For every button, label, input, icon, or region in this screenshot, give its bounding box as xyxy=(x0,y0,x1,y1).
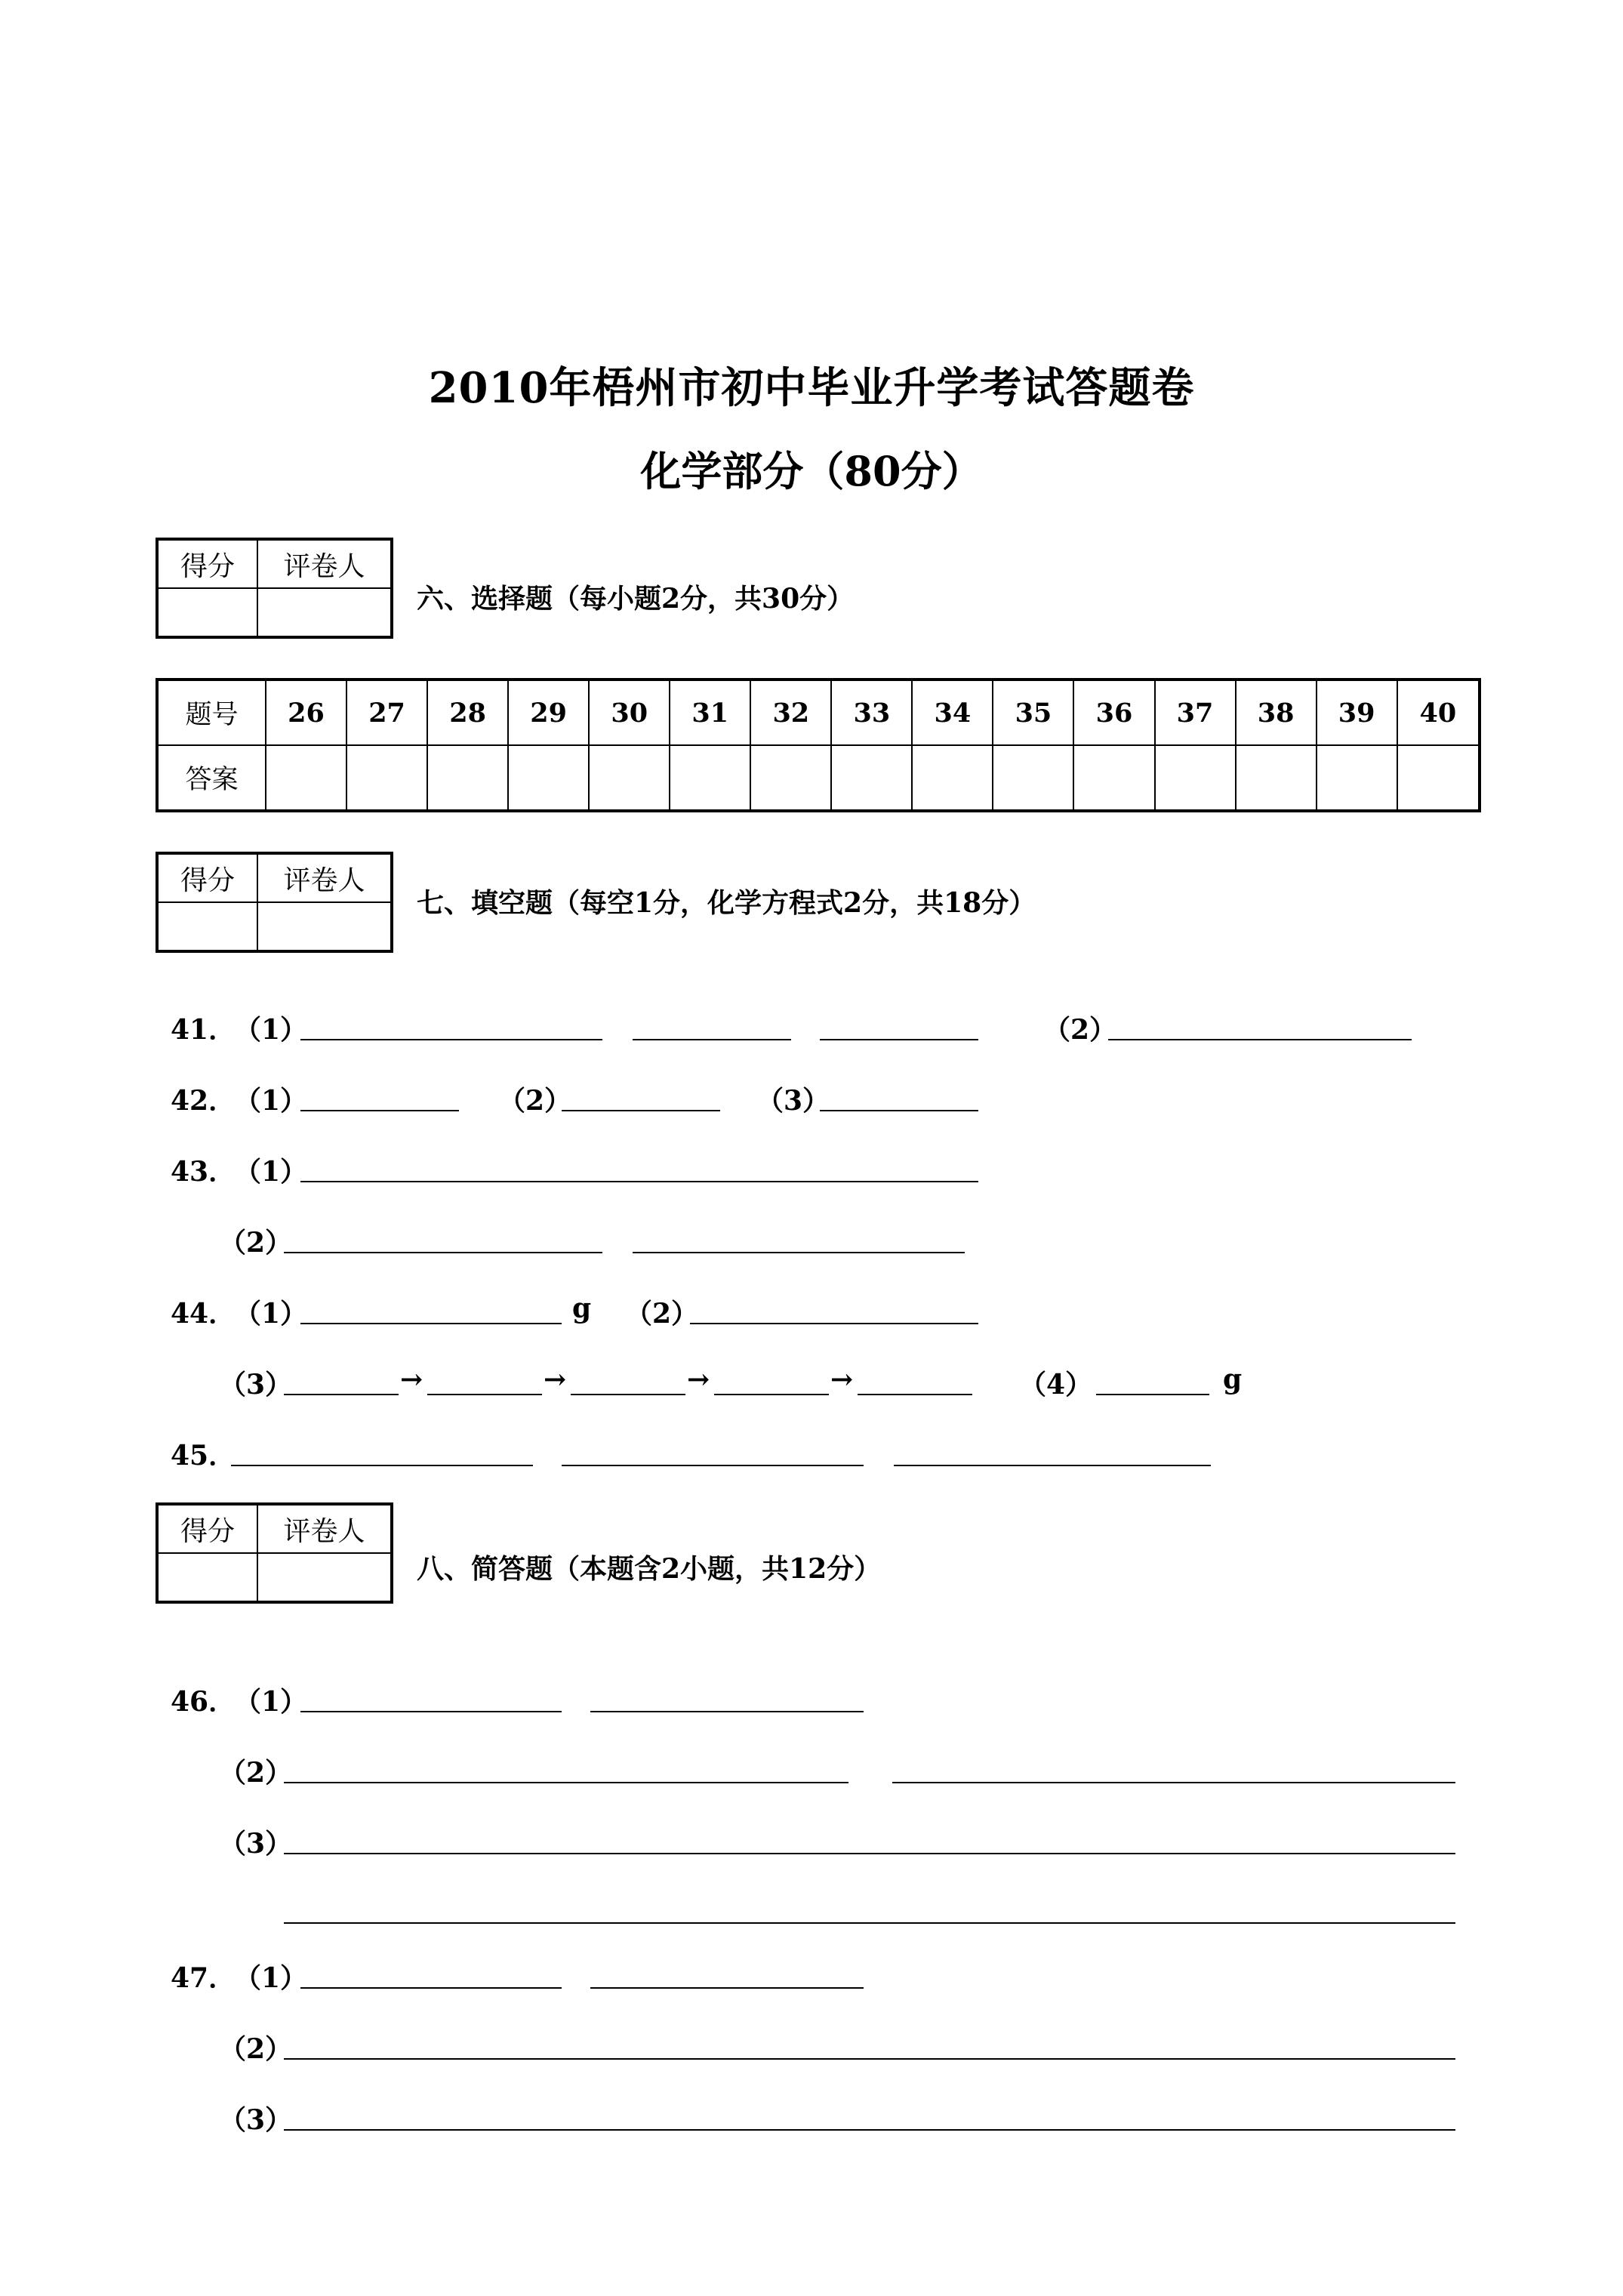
answer-cell[interactable] xyxy=(1073,745,1154,811)
q47-part1-label: （1） xyxy=(234,1962,308,1994)
answer-cell[interactable] xyxy=(912,745,993,811)
score-box-section7 xyxy=(156,852,393,953)
question-46-number: 46． xyxy=(171,1686,236,1718)
section7-heading: 七、填空题（每空1分，化学方程式2分，共18分） xyxy=(417,887,1036,919)
question-number: 38 xyxy=(1236,680,1317,745)
answer-row xyxy=(157,745,1480,811)
answer-cell[interactable] xyxy=(346,745,427,811)
answer-grid xyxy=(156,678,1481,812)
answer-cell[interactable] xyxy=(589,745,670,811)
q47-part2-label: （2） xyxy=(219,2033,293,2065)
q44-unit-4: g xyxy=(1223,1364,1243,1395)
score-label: 得分 xyxy=(157,539,257,588)
score-box-section6 xyxy=(156,538,393,639)
q43-blank-1[interactable] xyxy=(300,1181,978,1182)
q46-blank-3[interactable] xyxy=(284,1782,848,1783)
arrow-icon: → xyxy=(544,1364,567,1395)
q47-blank-2[interactable] xyxy=(590,1987,864,1989)
q44-part4-label: （4） xyxy=(1019,1369,1093,1401)
score-box-section8 xyxy=(156,1502,393,1604)
q43-blank-3[interactable] xyxy=(633,1252,965,1253)
arrow-icon: → xyxy=(400,1364,423,1395)
question-number: 26 xyxy=(266,680,346,745)
answer-cell[interactable] xyxy=(1317,745,1397,811)
score-cell[interactable] xyxy=(157,1553,257,1602)
q44-part2-label: （2） xyxy=(625,1298,699,1330)
q45-blank-3[interactable] xyxy=(894,1465,1211,1466)
answer-cell[interactable] xyxy=(427,745,508,811)
q41-blank-3[interactable] xyxy=(820,1039,978,1040)
score-cell[interactable] xyxy=(157,902,257,951)
question-47-number: 47． xyxy=(171,1962,236,1994)
answer-cell[interactable] xyxy=(750,745,831,811)
q46-part3-label: （3） xyxy=(219,1828,293,1860)
q47-blank-4[interactable] xyxy=(284,2129,1455,2131)
q46-blank-1[interactable] xyxy=(300,1711,562,1712)
q44-part1-label: （1） xyxy=(234,1298,308,1330)
q42-part2-label: （2） xyxy=(498,1085,572,1117)
answer-cell[interactable] xyxy=(1155,745,1236,811)
question-number: 39 xyxy=(1317,680,1397,745)
score-label: 得分 xyxy=(157,1504,257,1553)
q43-part2-label: （2） xyxy=(219,1227,293,1259)
grader-cell[interactable] xyxy=(257,588,392,637)
question-number: 31 xyxy=(670,680,750,745)
q47-part3-label: （3） xyxy=(219,2104,293,2136)
grader-cell[interactable] xyxy=(257,902,392,951)
q46-part1-label: （1） xyxy=(234,1686,308,1718)
q44-step-blank-5[interactable] xyxy=(858,1394,972,1395)
section8-heading: 八、简答题（本题含2小题，共12分） xyxy=(417,1553,882,1585)
question-43-number: 43． xyxy=(171,1156,236,1188)
question-number: 32 xyxy=(750,680,831,745)
q43-blank-2[interactable] xyxy=(284,1252,602,1253)
q41-blank-2[interactable] xyxy=(633,1039,791,1040)
q46-blank-5[interactable] xyxy=(284,1853,1455,1854)
q45-blank-2[interactable] xyxy=(562,1465,864,1466)
q41-blank-1[interactable] xyxy=(300,1039,602,1040)
question-number: 35 xyxy=(993,680,1073,745)
q47-blank-3[interactable] xyxy=(284,2058,1455,2060)
page-subtitle: 化学部分（80分） xyxy=(640,447,983,495)
arrow-icon: → xyxy=(687,1364,710,1395)
q44-step-blank-4[interactable] xyxy=(714,1394,829,1395)
q43-part1-label: （1） xyxy=(234,1156,308,1188)
question-number: 37 xyxy=(1155,680,1236,745)
question-number: 34 xyxy=(912,680,993,745)
q46-blank-6[interactable] xyxy=(284,1922,1455,1924)
grader-label: 评卷人 xyxy=(257,1504,392,1553)
answer-cell[interactable] xyxy=(831,745,912,811)
q44-blank-1[interactable] xyxy=(300,1323,562,1324)
q42-part1-label: （1） xyxy=(234,1085,308,1117)
answer-cell[interactable] xyxy=(993,745,1073,811)
question-42-number: 42． xyxy=(171,1085,236,1117)
q42-part3-label: （3） xyxy=(756,1085,830,1117)
q44-step-blank-2[interactable] xyxy=(427,1394,542,1395)
question-number: 27 xyxy=(346,680,427,745)
q44-blank-4[interactable] xyxy=(1096,1394,1209,1395)
row-label-question: 题号 xyxy=(157,680,266,745)
question-number: 28 xyxy=(427,680,508,745)
row-label-answer: 答案 xyxy=(157,745,266,811)
question-number: 33 xyxy=(831,680,912,745)
score-label: 得分 xyxy=(157,853,257,902)
question-number: 36 xyxy=(1073,680,1154,745)
section6-heading: 六、选择题（每小题2分，共30分） xyxy=(417,583,855,615)
q42-blank-2[interactable] xyxy=(562,1110,720,1111)
question-number: 30 xyxy=(589,680,670,745)
q46-part2-label: （2） xyxy=(219,1757,293,1789)
q41-part1-label: （1） xyxy=(234,1014,308,1046)
q44-step-blank-1[interactable] xyxy=(284,1394,399,1395)
question-44-number: 44． xyxy=(171,1298,236,1330)
q42-blank-1[interactable] xyxy=(300,1110,459,1111)
q47-blank-1[interactable] xyxy=(300,1987,562,1989)
question-41-number: 41． xyxy=(171,1014,236,1046)
q44-blank-2[interactable] xyxy=(690,1323,978,1324)
q42-blank-3[interactable] xyxy=(820,1110,978,1111)
q41-blank-4[interactable] xyxy=(1108,1039,1412,1040)
q46-blank-2[interactable] xyxy=(590,1711,864,1712)
question-number: 40 xyxy=(1397,680,1480,745)
q41-part2-label: （2） xyxy=(1043,1014,1117,1046)
arrow-icon: → xyxy=(830,1364,854,1395)
page-title: 2010年梧州市初中毕业升学考试答题卷 xyxy=(428,363,1195,413)
grader-cell[interactable] xyxy=(257,1553,392,1602)
score-cell[interactable] xyxy=(157,588,257,637)
q45-blank-1[interactable] xyxy=(231,1465,533,1466)
question-number-row xyxy=(157,680,1480,745)
answer-cell[interactable] xyxy=(1236,745,1317,811)
grader-label: 评卷人 xyxy=(257,539,392,588)
question-45-number: 45． xyxy=(171,1440,236,1472)
q44-unit-1: g xyxy=(572,1293,592,1324)
answer-cell[interactable] xyxy=(1397,745,1480,811)
question-number: 29 xyxy=(508,680,589,745)
q44-part3-label: （3） xyxy=(219,1369,293,1401)
q46-blank-4[interactable] xyxy=(892,1782,1455,1783)
answer-cell[interactable] xyxy=(670,745,750,811)
grader-label: 评卷人 xyxy=(257,853,392,902)
answer-cell[interactable] xyxy=(508,745,589,811)
answer-cell[interactable] xyxy=(266,745,346,811)
q44-step-blank-3[interactable] xyxy=(571,1394,685,1395)
